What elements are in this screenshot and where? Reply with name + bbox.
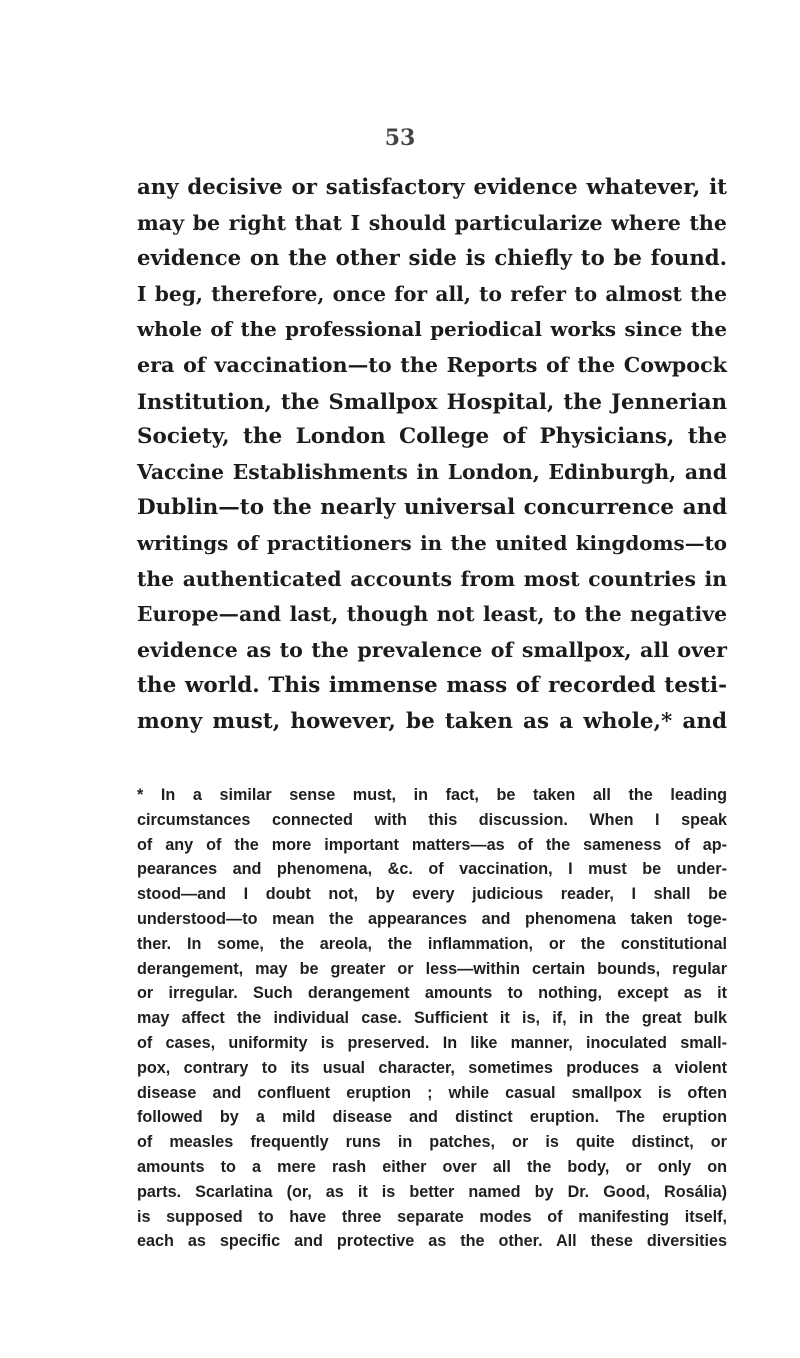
body-line: Society, the London College of Physicians, the	[137, 424, 727, 450]
body-line: the world. This immense mass of recorded testi-	[137, 673, 727, 699]
footnote-line: is supposed to have three separate modes of manifesting itself,	[137, 1207, 727, 1226]
footnote-line: ther. In some, the areola, the inflammation, or the constitutional	[137, 934, 727, 953]
page-number: 53	[384, 125, 416, 151]
body-line: evidence as to the prevalence of smallpox, all over	[137, 637, 727, 662]
body-line: may be right that I should particularize where the	[137, 210, 727, 235]
footnote-line: pox, contrary to its usual character, sometimes produces a violent	[137, 1058, 727, 1077]
footnote-line: followed by a mild disease and distinct eruption. The eruption	[137, 1108, 727, 1127]
footnote-line: parts. Scarlatina (or, as it is better named by Dr. Good, Rosália)	[137, 1182, 727, 1201]
body-line: the authenticated accounts from most countries in	[137, 566, 727, 591]
footnote-line: pearances and phenomena, &c. of vaccination, I must be under-	[137, 860, 727, 879]
footnote-line: of measles frequently runs in patches, or is quite distinct, or	[137, 1133, 727, 1152]
body-line: evidence on the other side is chiefly to be found.	[137, 246, 727, 272]
footnote-line: disease and confluent eruption ; while casual smallpox is often	[137, 1083, 727, 1102]
footnote-line: circumstances connected with this discussion. When I speak	[137, 810, 727, 829]
body-line: Institution, the Smallpox Hospital, the Jennerian	[137, 388, 727, 414]
body-line: writings of practitioners in the united kingdoms—to	[137, 530, 727, 555]
body-line: era of vaccination—to the Reports of the Cowpock	[137, 352, 727, 377]
body-line: I beg, therefore, once for all, to refer to almost the	[137, 281, 727, 306]
body-line: Vaccine Establishments in London, Edinburgh, and	[137, 459, 727, 484]
footnote-line: each as specific and protective as the other. All these diversities	[137, 1232, 727, 1251]
footnote	[137, 783, 727, 1254]
body-line: Europe—and last, though not least, to the negative	[137, 602, 727, 627]
footnote-line: understood—to mean the appearances and phenomena taken toge-	[137, 909, 727, 928]
footnote-line: may affect the individual case. Sufficient it is, if, in the great bulk	[137, 1009, 727, 1028]
body-line: Dublin—to the nearly universal concurrence and	[137, 495, 728, 521]
body-text	[137, 170, 727, 740]
footnote-line: or irregular. Such derangement amounts to nothing, except as it	[137, 984, 727, 1003]
footnote-line: amounts to a mere rash either over all the body, or only on	[137, 1157, 727, 1176]
footnote-line: stood—and I doubt not, by every judicious reader, I shall be	[137, 885, 727, 904]
footnote-line: * In a similar sense must, in fact, be taken all the leading	[137, 786, 727, 804]
body-line: mony must, however, be taken as a whole,* and	[137, 708, 727, 734]
footnote-line: of any of the more important matters—as of the sameness of ap-	[137, 835, 727, 854]
body-line: whole of the professional periodical works since the	[137, 317, 727, 342]
body-line: any decisive or satisfactory evidence whatever, it	[137, 175, 727, 200]
footnote-line: of cases, uniformity is preserved. In like manner, inoculated small-	[137, 1033, 727, 1052]
footnote-line: derangement, may be greater or less—within certain bounds, regular	[137, 959, 727, 978]
